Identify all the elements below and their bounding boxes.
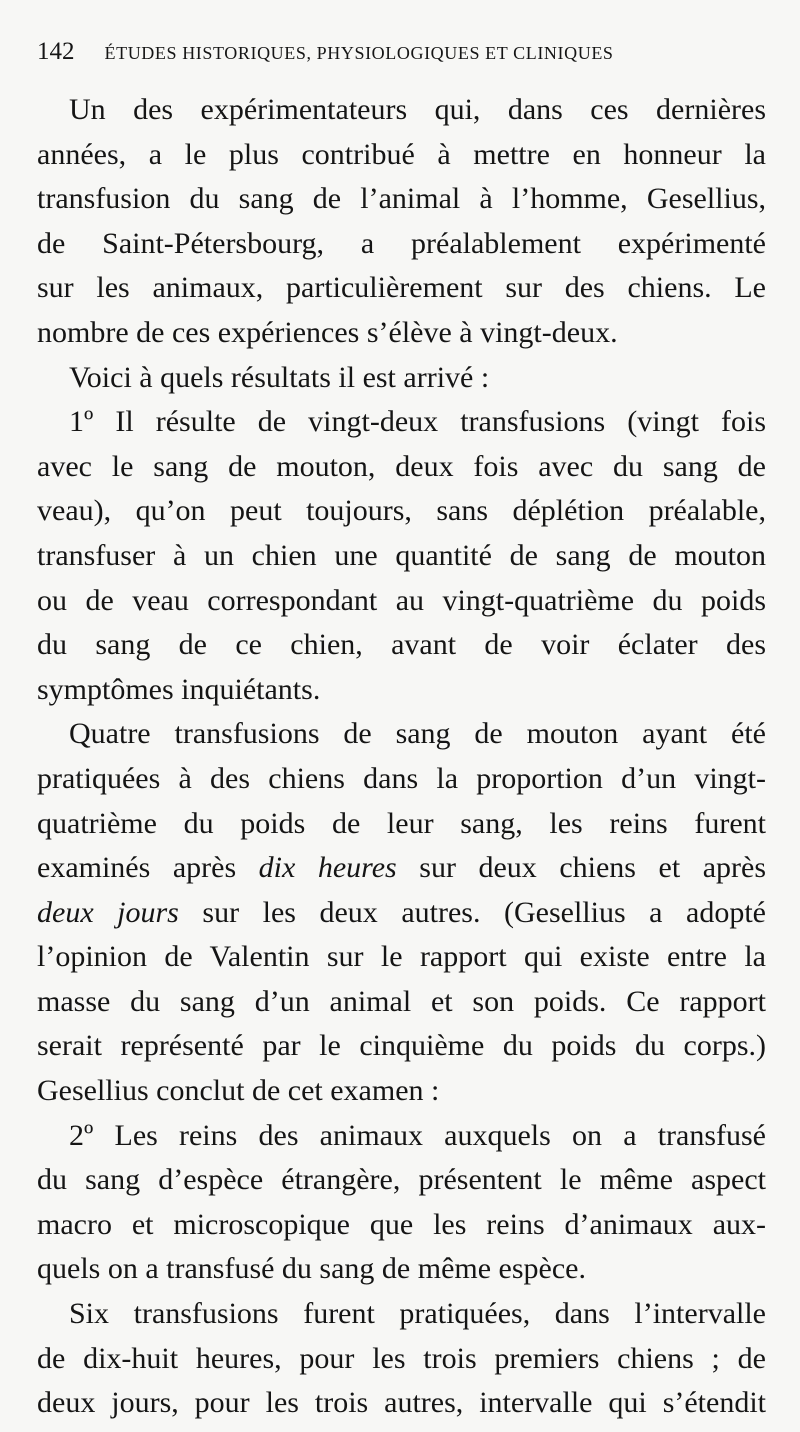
text-line: veau), qu’on peut toujours, sans déplétion préalable, [37,494,766,528]
text-line: serait représenté par le cinquième du poids du corps.) [37,1029,766,1063]
italic-phrase: dix heures [258,851,397,885]
text-line: 2º Les reins des animaux auxquels on a transfusé [69,1118,766,1152]
running-title: ÉTUDES HISTORIQUES, PHYSIOLOGIQUES ET CLINIQUES [104,43,614,63]
text-line: du sang d’espèce étrangère, présentent le même aspect [37,1163,766,1197]
text-line: macro et microscopique que les reins d’animaux aux- [37,1207,766,1241]
text-line: transfusion du sang de l’animal à l’homme, Gesellius, [37,182,766,216]
page-number: 142 [37,38,75,65]
text-line: l’opinion de Valentin sur le rapport qui existe entre la [37,940,766,974]
text-line: quatrième du poids de leur sang, les reins furent [37,806,766,840]
running-head [37,38,766,78]
text-line: années, a le plus contribué à mettre en honneur la [37,137,766,171]
body-text [37,88,766,1426]
text-segment: examinés après [37,851,259,885]
text-line: Un des expérimentateurs qui, dans ces dernières [69,93,766,126]
text-line: 1º Il résulte de vingt-deux transfusions (vingt fois [69,405,766,439]
text-line: sur les animaux, particulièrement sur des chiens. Le [37,271,766,305]
text-line: Gesellius conclut de cet examen : [37,1074,440,1108]
text-line: quels on a transfusé du sang de même espèce. [37,1252,586,1286]
text-line: Six transfusions furent pratiquées, dans l’intervalle [69,1297,766,1331]
text-line: symptômes inquiétants. [37,672,321,706]
text-segment: sur les deux autres. (Gesellius a adopté [178,895,766,929]
text-line: deux jours, pour les trois autres, intervalle qui s’étendit [37,1386,766,1420]
text-line: masse du sang d’un animal et son poids. Ce rapport [37,984,766,1018]
text-line: ou de veau correspondant au vingt-quatrième du poids [37,583,766,617]
text-line-mixed [37,891,766,936]
text-line: nombre de ces expériences s’élève à vingt-deux. [37,315,618,349]
text-line: pratiquées à des chiens dans la proportion d’un vingt- [37,761,766,795]
italic-phrase: deux jours [37,895,179,929]
text-line: avec le sang de mouton, deux fois avec du sang de [37,449,766,483]
text-segment: sur deux chiens et après [396,851,766,885]
text-line: Quatre transfusions de sang de mouton ayant été [69,717,766,751]
text-line: transfuser à un chien une quantité de sang de mouton [37,538,766,572]
text-line: de dix-huit heures, pour les trois premiers chiens ; de [37,1341,766,1375]
text-line: Voici à quels résultats il est arrivé : [69,360,490,394]
text-line: de Saint-Pétersbourg, a préalablement expérimenté [37,226,766,260]
text-line: du sang de ce chien, avant de voir éclater des [37,628,766,662]
text-line-mixed [37,846,766,891]
